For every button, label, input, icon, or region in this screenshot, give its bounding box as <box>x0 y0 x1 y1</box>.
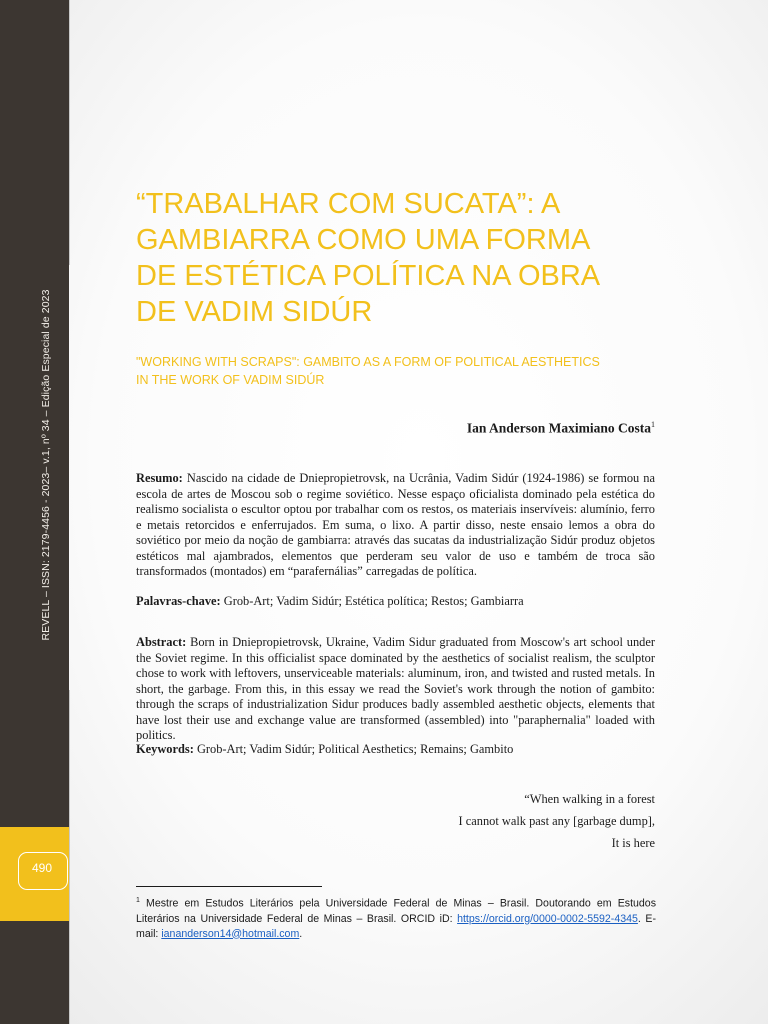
resumo-text: Nascido na cidade de Dniepropietrovsk, na Ucrânia, Vadim Sidúr (1924-1986) se formou na escola de artes de Moscou sob o regime soviético. Nesse espaço oficialista dominado pela estética do realismo socialista o escultor optou por trabalhar com os restos, os materiais inservíveis: alumínio, ferro e metais retorcidos e enferrujados. Em suma, o lixo. A partir disso, neste ensaio lemos a obra do soviético por meio da noção de gambiarra: através das sucatas da industrialização Sidúr produz objetos estéticos mal ajambrados, elementos que perderam seu valor de uso e também de troca são transformados (montados) em “parafernálias” carregadas de política. <box>136 471 655 578</box>
abstract-paragraph <box>136 635 655 744</box>
palavras-chave-line <box>136 594 655 610</box>
sidebar-rule-bottom <box>69 690 70 1024</box>
author-name <box>467 420 655 437</box>
abstract-label: Abstract: <box>136 635 187 649</box>
footnote <box>136 893 656 942</box>
title-line: “TRABALHAR COM SUCATA”: A <box>136 188 561 220</box>
epigraph-line: It is here <box>611 836 655 850</box>
palavras-chave-label: Palavras-chave: <box>136 594 221 608</box>
orcid-link[interactable]: https://orcid.org/0000-0002-5592-4345 <box>457 912 638 925</box>
title-line: GAMBIARRA COMO UMA FORMA <box>136 224 591 256</box>
subtitle-line: "WORKING WITH SCRAPS": GAMBITO AS A FORM OF POLITICAL AESTHETICS <box>136 355 600 369</box>
email-label: . E-mail: <box>136 912 656 940</box>
epigraph-line: I cannot walk past any [garbage dump], <box>458 814 655 828</box>
author-text: Ian Anderson Maximiano Costa <box>466 420 651 436</box>
footnote-end: . <box>299 927 303 940</box>
article-title <box>136 186 676 330</box>
resumo-paragraph <box>136 471 655 580</box>
title-line: DE VADIM SIDÚR <box>136 296 373 328</box>
page-number: 490 <box>31 861 53 875</box>
abstract-text: Born in Dniepropietrovsk, Ukraine, Vadim Sidur graduated from Moscow's art school under the Soviet regime. In this officialist space dominated by the aesthetics of socialist realism, the sculptor chose to work with leftovers, unserviceable materials: aluminum, iron, and twisted and rusted metals. In short, the garbage. From this, in this essay we read the Soviet's work through the notion of gambito: through the scraps of industrialization Sidur produces badly assembled aesthetic objects, elements that have lost their use and exchange value are transformed (assembled) into "paraphernalia" loaded with politics. <box>136 635 655 742</box>
resumo-label: Resumo: <box>136 471 183 485</box>
page-number-tab <box>0 827 69 921</box>
author-footnote-mark[interactable]: 1 <box>651 420 655 429</box>
keywords-text: Grob-Art; Vadim Sidúr; Political Aesthetics; Remains; Gambito <box>196 742 514 756</box>
footnote-separator <box>136 886 322 887</box>
epigraph-line: “When walking in a forest <box>524 792 655 806</box>
title-line: DE ESTÉTICA POLÍTICA NA OBRA <box>136 260 601 292</box>
journal-citation: REVELL – ISSN: 2179-4456 - 2023– v.1, nº 34 – Edição Especial de 2023 <box>40 289 52 641</box>
palavras-chave-text: Grob-Art; Vadim Sidúr; Estética política; Restos; Gambiarra <box>223 594 524 608</box>
email-link[interactable]: iananderson14@hotmail.com <box>161 927 300 940</box>
keywords-label: Keywords: <box>136 742 194 756</box>
subtitle-line: IN THE WORK OF VADIM SIDÚR <box>136 373 325 387</box>
article-subtitle <box>136 353 666 389</box>
footnote-text: Mestre em Estudos Literários pela Universidade Federal de Minas – Brasil. Doutorando em Estudos Literários na Universidade Federal de Minas – Brasil. ORCID iD: <box>136 897 656 925</box>
sidebar-rule-top <box>69 0 70 265</box>
footnote-mark: 1 <box>136 897 140 904</box>
keywords-line <box>136 742 655 758</box>
